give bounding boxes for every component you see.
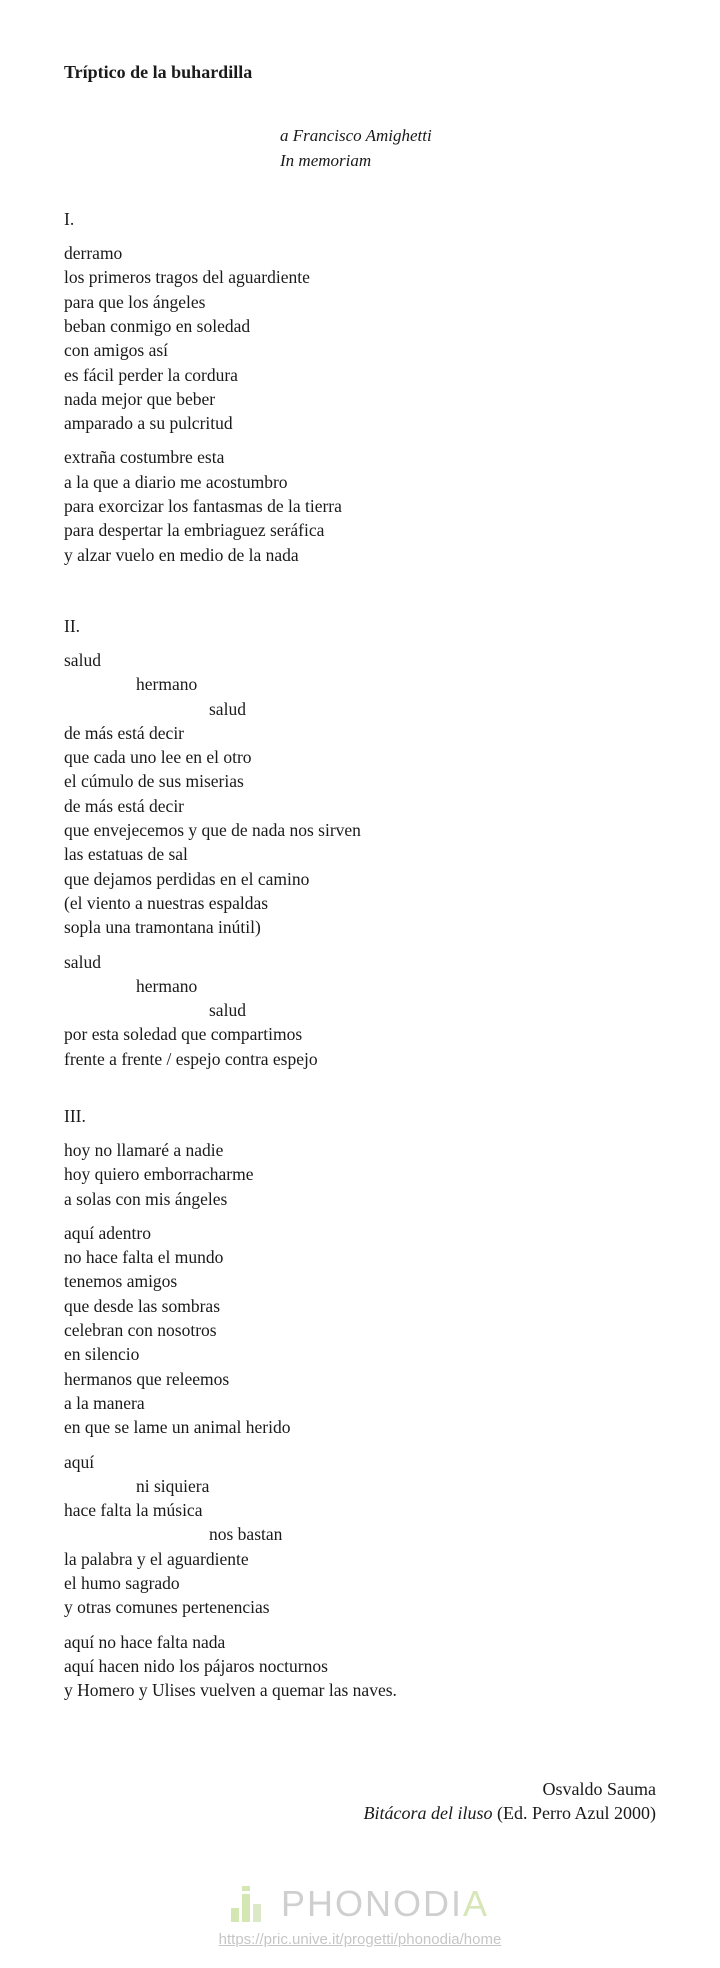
section-numeral: II.: [64, 616, 81, 636]
footer: [0, 1883, 720, 1948]
poem-line: de más está decir: [64, 723, 185, 743]
poem-line: hermano: [136, 674, 198, 694]
section-numeral: III.: [64, 1106, 86, 1126]
poem-line: que cada uno lee en el otro: [64, 747, 252, 767]
poem-line: frente a frente / espejo contra espejo: [64, 1049, 318, 1069]
poem-line: celebran con nosotros: [64, 1320, 217, 1340]
poem-line: aquí hacen nido los pájaros nocturnos: [64, 1656, 328, 1676]
poem-line: aquí adentro: [64, 1223, 151, 1243]
poem-line: a la manera: [64, 1393, 145, 1413]
poem-line: las estatuas de sal: [64, 844, 188, 864]
poem-line: en silencio: [64, 1344, 140, 1364]
poem-line: hermano: [136, 976, 198, 996]
poem-line: beban conmigo en soledad: [64, 316, 251, 336]
poem-line: amparado a su pulcritud: [64, 413, 233, 433]
poem-line: y alzar vuelo en medio de la nada: [64, 545, 299, 565]
poem-line: es fácil perder la cordura: [64, 365, 238, 385]
poem-line: tenemos amigos: [64, 1271, 178, 1291]
poem-line: a solas con mis ángeles: [64, 1189, 228, 1209]
footer-link[interactable]: https://pric.unive.it/progetti/phonodia/home: [218, 1931, 502, 1948]
signature-block: [364, 1777, 656, 1825]
poem-line: los primeros tragos del aguardiente: [64, 267, 310, 287]
poem-line: el cúmulo de sus miserias: [64, 771, 244, 791]
phonodia-logo: [231, 1883, 490, 1924]
poem-line: que dejamos perdidas en el camino: [64, 869, 310, 889]
poem-line: salud: [64, 952, 101, 972]
poem-line: no hace falta el mundo: [64, 1247, 224, 1267]
dedication-line: In memoriam: [280, 151, 372, 170]
logo-wordmark: PHONODIA: [280, 1883, 490, 1924]
poem-line: sopla una tramontana inútil): [64, 917, 261, 937]
poem-line: para que los ángeles: [64, 292, 206, 312]
poem-line: de más está decir: [64, 796, 185, 816]
dedication: [280, 123, 432, 173]
poem-line: hoy no llamaré a nadie: [64, 1140, 224, 1160]
poem-line: hace falta la música: [64, 1500, 203, 1520]
poem-line: nos bastan: [209, 1524, 283, 1544]
poem-line: con amigos así: [64, 340, 169, 360]
poem-title: Tríptico de la buhardilla: [64, 62, 253, 82]
poem-line: y Homero y Ulises vuelven a quemar las naves.: [64, 1680, 397, 1700]
poem-line: salud: [209, 1000, 246, 1020]
source-citation: [364, 1801, 656, 1825]
sound-bars-icon: [231, 1886, 271, 1922]
poem-line: aquí: [64, 1452, 95, 1472]
poem-line: extraña costumbre esta: [64, 447, 225, 467]
poem-line: por esta soledad que compartimos: [64, 1024, 303, 1044]
poem-line: a la que a diario me acostumbro: [64, 472, 288, 492]
poem-line: ni siquiera: [136, 1476, 210, 1496]
section-numeral: I.: [64, 209, 75, 229]
poem-line: aquí no hace falta nada: [64, 1632, 226, 1652]
poem-line: salud: [64, 650, 101, 670]
author-name: Osvaldo Sauma: [542, 1779, 656, 1799]
poem-line: en que se lame un animal herido: [64, 1417, 291, 1437]
poem-line: derramo: [64, 243, 123, 263]
poem-line: para despertar la embriaguez seráfica: [64, 520, 325, 540]
poem-line: hoy quiero emborracharme: [64, 1164, 254, 1184]
poem-line: para exorcizar los fantasmas de la tierra: [64, 496, 342, 516]
poem-line: que envejecemos y que de nada nos sirven: [64, 820, 361, 840]
poem-line: nada mejor que beber: [64, 389, 216, 409]
poem-line: (el viento a nuestras espaldas: [64, 893, 269, 913]
dedication-line: a Francisco Amighetti: [280, 126, 432, 145]
poem-line: que desde las sombras: [64, 1296, 221, 1316]
poem-line: hermanos que releemos: [64, 1369, 230, 1389]
poem-line: salud: [209, 699, 246, 719]
poem-line: y otras comunes pertenencias: [64, 1597, 270, 1617]
edition-info: (Ed. Perro Azul 2000): [492, 1803, 656, 1823]
poem-line: la palabra y el aguardiente: [64, 1549, 249, 1569]
book-title: Bitácora del iluso: [363, 1803, 493, 1823]
poem-line: el humo sagrado: [64, 1573, 180, 1593]
